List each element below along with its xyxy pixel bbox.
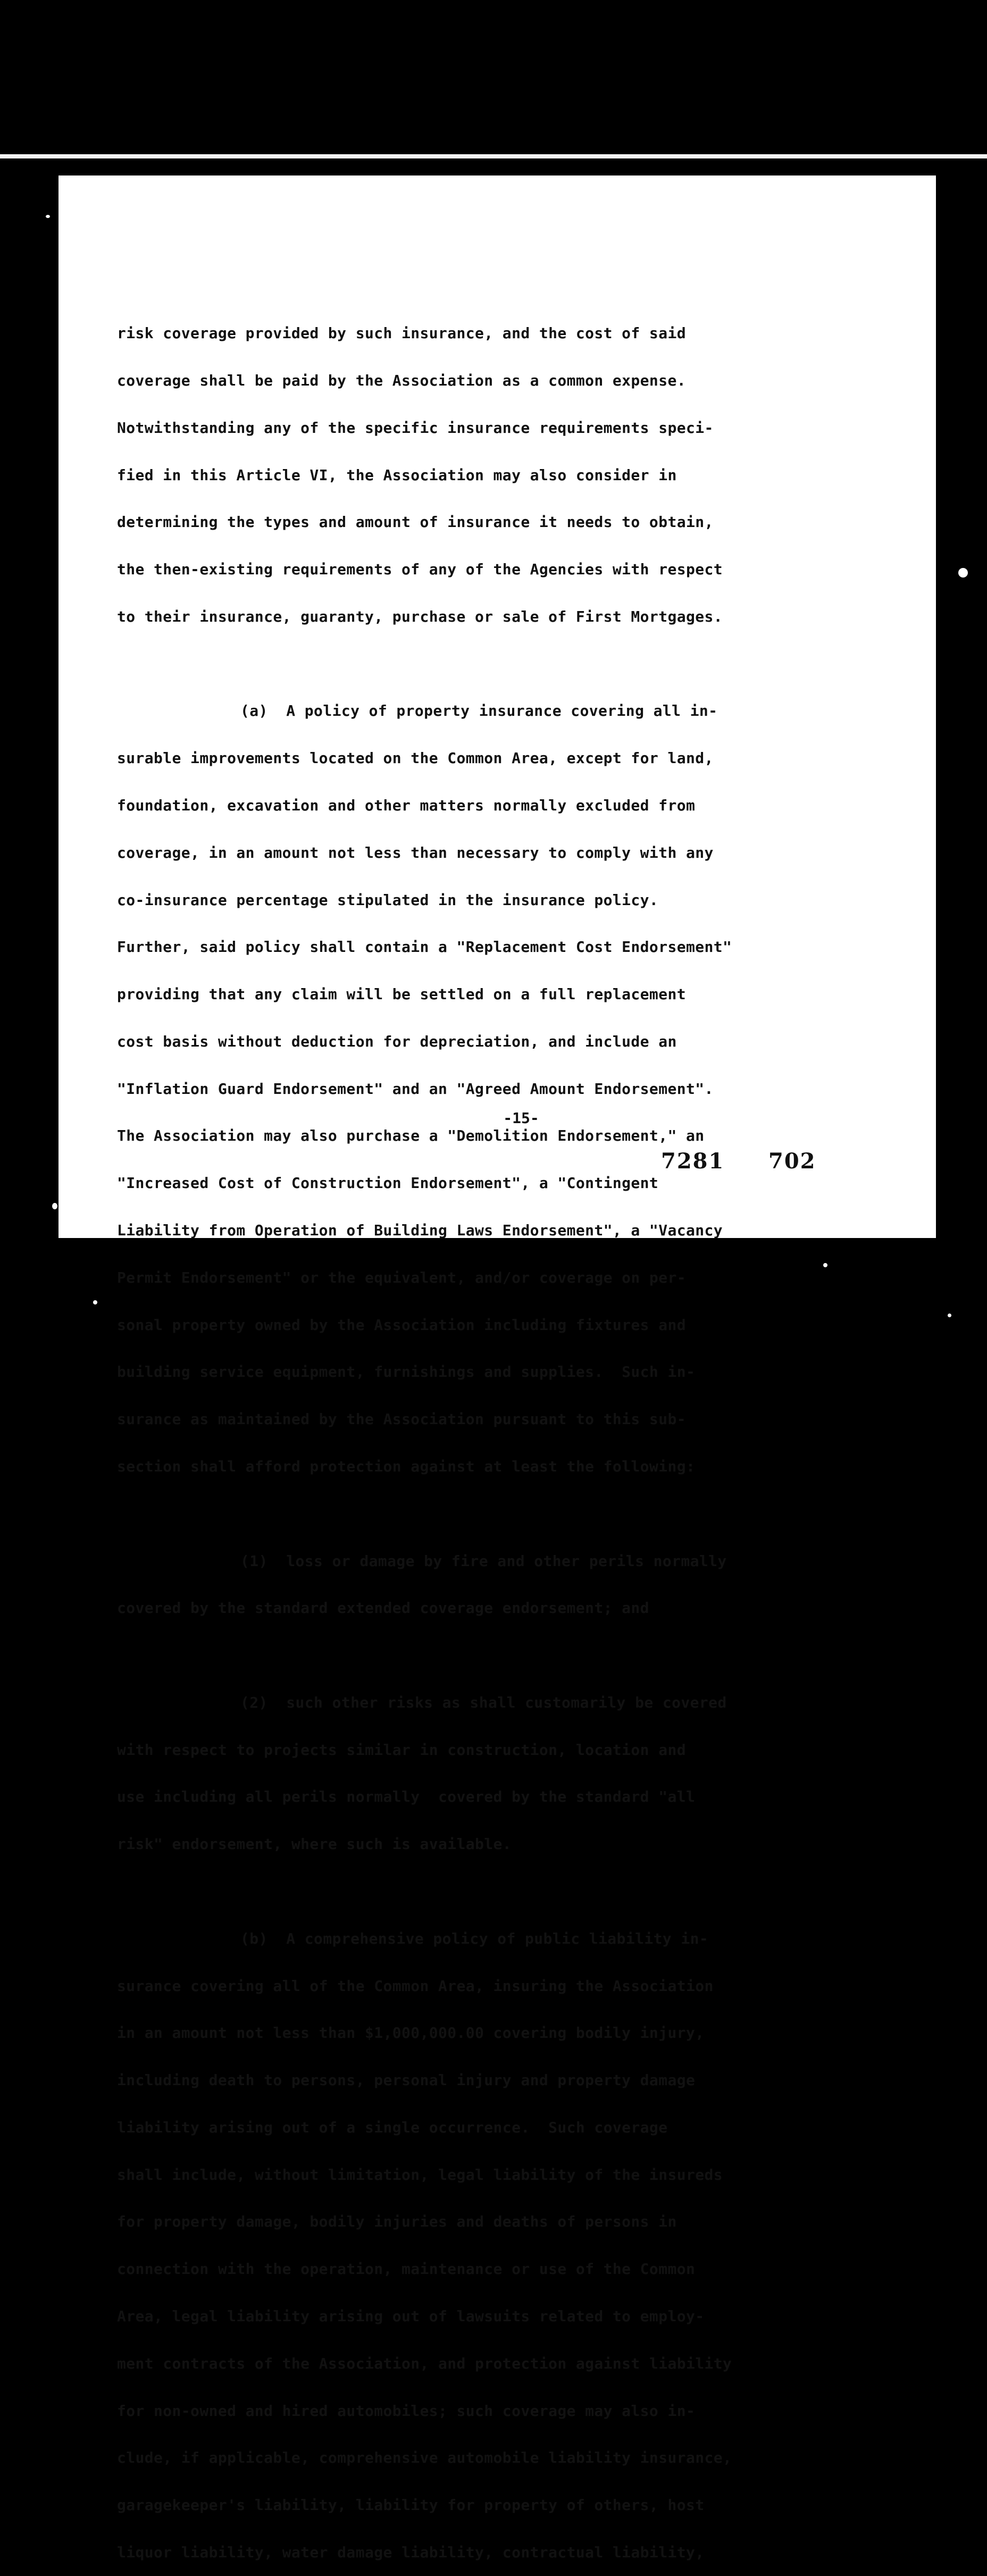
paragraph-b-line: garagekeeper's liability, liability for property of others, host bbox=[117, 2496, 705, 2514]
intro-line: the then-existing requirements of any of the Agencies with respect bbox=[117, 561, 723, 579]
scan-top-border bbox=[0, 0, 987, 154]
paragraph-b-line: liquor liability, water damage liability, contractual liability, bbox=[117, 2543, 705, 2561]
scan-speck bbox=[958, 568, 968, 578]
paragraph-b-line: shall include, without limitation, legal liability of the insureds bbox=[117, 2165, 723, 2184]
paragraph-b-line: (b) A comprehensive policy of public liability in- bbox=[240, 1929, 709, 1947]
paragraph-b-line: liability arising out of a single occurrence. Such coverage bbox=[117, 2118, 668, 2136]
item-2-line: use including all perils normally covered by the standard "all bbox=[117, 1788, 696, 1806]
intro-line: determining the types and amount of insurance it needs to obtain, bbox=[117, 513, 714, 531]
paragraph-a-line: co-insurance percentage stipulated in the insurance policy. bbox=[117, 891, 659, 909]
paragraph-a-line: Liability from Operation of Building Laws Endorsement", a "Vacancy bbox=[117, 1222, 723, 1240]
paragraph-b-line: for property damage, bodily injuries and deaths of persons in bbox=[117, 2213, 677, 2231]
paragraph-b-line: for non-owned and hired automobiles; such coverage may also in- bbox=[117, 2402, 696, 2420]
document-number-right: 702 bbox=[768, 1149, 816, 1174]
paragraph-b-line: including death to persons, personal injury and property damage bbox=[117, 2071, 696, 2089]
paragraph-a-line: Permit Endorsement" or the equivalent, and/or coverage on per- bbox=[117, 1268, 686, 1286]
paragraph-a-line: The Association may also purchase a "Demolition Endorsement," an bbox=[117, 1127, 705, 1145]
item-2-line: (2) such other risks as shall customarily be covered bbox=[240, 1693, 727, 1711]
scan-speck bbox=[52, 1203, 57, 1209]
paragraph-a-line: (a) A policy of property insurance covering all in- bbox=[240, 702, 718, 720]
item-2-line: risk" endorsement, where such is available. bbox=[117, 1835, 512, 1853]
paragraph-b-line: connection with the operation, maintenance or use of the Common bbox=[117, 2260, 696, 2278]
paragraph-a-line: coverage, in an amount not less than necessary to comply with any bbox=[117, 843, 714, 862]
paragraph-a-line: sonal property owned by the Association including fixtures and bbox=[117, 1316, 686, 1334]
paragraph-a-line: Further, said policy shall contain a "Replacement Cost Endorsement" bbox=[117, 938, 732, 956]
paragraph-a-line: surance as maintained by the Association pursuant to this sub- bbox=[117, 1410, 686, 1428]
document-number-left: 7281 bbox=[661, 1149, 725, 1174]
intro-line: to their insurance, guaranty, purchase or sale of First Mortgages. bbox=[117, 607, 723, 625]
paragraph-b-line: Area, legal liability arising out of lawsuits related to employ- bbox=[117, 2307, 705, 2325]
paragraph-b-line: surance covering all of the Common Area, insuring the Association bbox=[117, 1977, 714, 1995]
paragraph-a-line: cost basis without deduction for depreciation, and include an bbox=[117, 1032, 677, 1050]
intro-line: risk coverage provided by such insurance, and the cost of said bbox=[117, 324, 686, 342]
scan-edge-line bbox=[0, 154, 987, 158]
paragraph-a-line: "Increased Cost of Construction Endorsement", a "Contingent bbox=[117, 1174, 659, 1192]
paragraph-b-line: clude, if applicable, comprehensive automobile liability insurance, bbox=[117, 2449, 732, 2467]
paragraph-a-line: building service equipment, furnishings and supplies. Such in- bbox=[117, 1363, 696, 1381]
intro-line: fied in this Article VI, the Association may also consider in bbox=[117, 466, 677, 484]
paragraph-a-line: "Inflation Guard Endorsement" and an "Agreed Amount Endorsement". bbox=[117, 1080, 714, 1098]
scan-speck bbox=[46, 215, 50, 218]
item-1-line: (1) loss or damage by fire and other perils normally bbox=[240, 1552, 727, 1570]
paragraph-a-line: surable improvements located on the Common Area, except for land, bbox=[117, 749, 714, 767]
paragraph-b-line: in an amount not less than $1,000,000.00 covering bodily injury, bbox=[117, 2024, 705, 2042]
item-2-line: with respect to projects similar in construction, location and bbox=[117, 1741, 686, 1759]
scan-speck bbox=[93, 1300, 97, 1304]
intro-line: Notwithstanding any of the specific insurance requirements speci- bbox=[117, 419, 714, 437]
page-number: -15- bbox=[503, 1109, 539, 1127]
paragraph-a-line: foundation, excavation and other matters normally excluded from bbox=[117, 797, 696, 814]
item-1-line: covered by the standard extended coverage endorsement; and bbox=[117, 1599, 649, 1617]
document-body bbox=[117, 294, 883, 2576]
intro-line: coverage shall be paid by the Association as a common expense. bbox=[117, 371, 686, 389]
paragraph-a-line: providing that any claim will be settled on a full replacement bbox=[117, 985, 686, 1003]
paragraph-a-line: section shall afford protection against at least the following: bbox=[117, 1457, 696, 1475]
paragraph-b-line: ment contracts of the Association, and protection against liability bbox=[117, 2354, 732, 2372]
scan-speck bbox=[948, 1314, 951, 1317]
